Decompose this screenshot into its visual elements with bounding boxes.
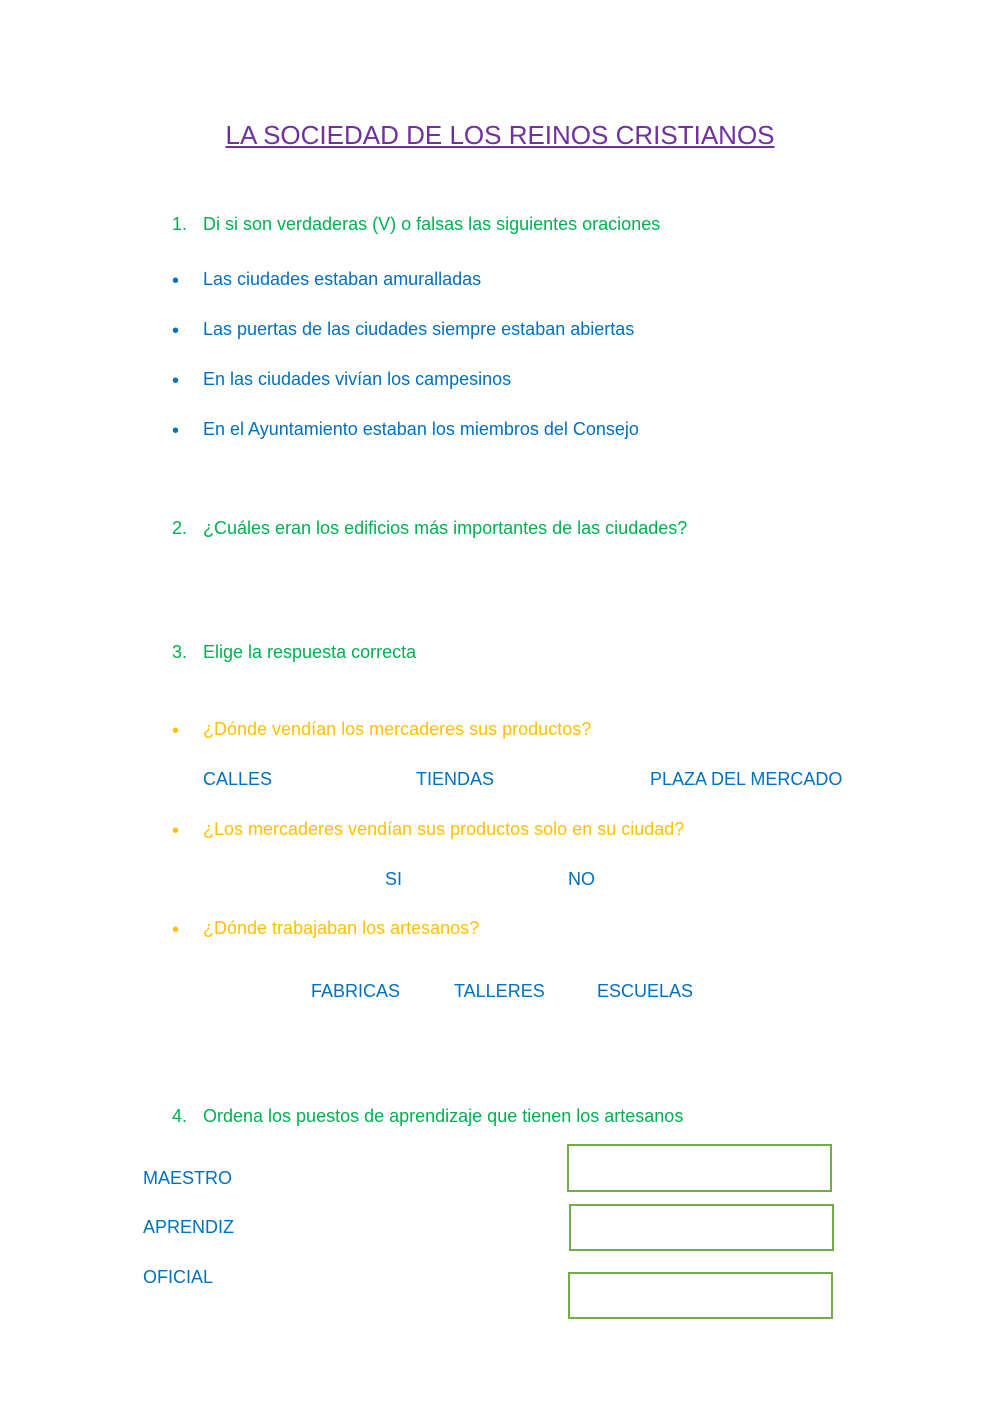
q1-number: 1. (172, 214, 188, 234)
q2-text: ¿Cuáles eran los edificios más importantes de las ciudades? (203, 518, 688, 538)
bullet-icon: • (172, 270, 180, 292)
bullet-icon: • (172, 320, 180, 342)
q1-item-2: Las puertas de las ciudades siempre estaban abiertas (203, 319, 635, 339)
bullet-icon: • (172, 820, 180, 842)
q3-sub-3-question: ¿Dónde trabajaban los artesanos? (203, 918, 480, 938)
answer-box-2[interactable] (569, 1204, 834, 1251)
q1-item-3: En las ciudades vivían los campesinos (203, 369, 512, 389)
option-fabricas[interactable]: FABRICAS (311, 981, 401, 1001)
option-si[interactable]: SI (385, 869, 403, 889)
option-talleres[interactable]: TALLERES (454, 981, 545, 1001)
q2-number: 2. (172, 518, 188, 538)
option-tiendas[interactable]: TIENDAS (416, 769, 495, 789)
q3-sub-1-question: ¿Dónde vendían los mercaderes sus productos? (203, 719, 592, 739)
bullet-icon: • (172, 370, 180, 392)
q4-text: Ordena los puestos de aprendizaje que tienen los artesanos (203, 1106, 684, 1126)
option-plaza-del-mercado[interactable]: PLAZA DEL MERCADO (650, 769, 843, 789)
answer-box-3[interactable] (568, 1272, 833, 1319)
q3-number: 3. (172, 642, 188, 662)
q3-sub-2-question: ¿Los mercaderes vendían sus productos solo en su ciudad? (203, 819, 685, 839)
bullet-icon: • (172, 720, 180, 742)
q1-item-1: Las ciudades estaban amuralladas (203, 269, 482, 289)
q1-text: Di si son verdaderas (V) o falsas las siguientes oraciones (203, 214, 661, 234)
label-maestro[interactable]: MAESTRO (143, 1168, 233, 1188)
option-escuelas[interactable]: ESCUELAS (597, 981, 694, 1001)
label-oficial[interactable]: OFICIAL (143, 1267, 214, 1287)
bullet-icon: • (172, 420, 180, 442)
bullet-icon: • (172, 919, 180, 941)
q4-number: 4. (172, 1106, 188, 1126)
label-aprendiz[interactable]: APRENDIZ (143, 1217, 235, 1237)
option-calles[interactable]: CALLES (203, 769, 273, 789)
q3-text: Elige la respuesta correcta (203, 642, 417, 662)
option-no[interactable]: NO (568, 869, 595, 889)
q1-item-4: En el Ayuntamiento estaban los miembros del Consejo (203, 419, 639, 439)
answer-box-1[interactable] (567, 1144, 832, 1192)
page-title: LA SOCIEDAD DE LOS REINOS CRISTIANOS (225, 120, 775, 150)
